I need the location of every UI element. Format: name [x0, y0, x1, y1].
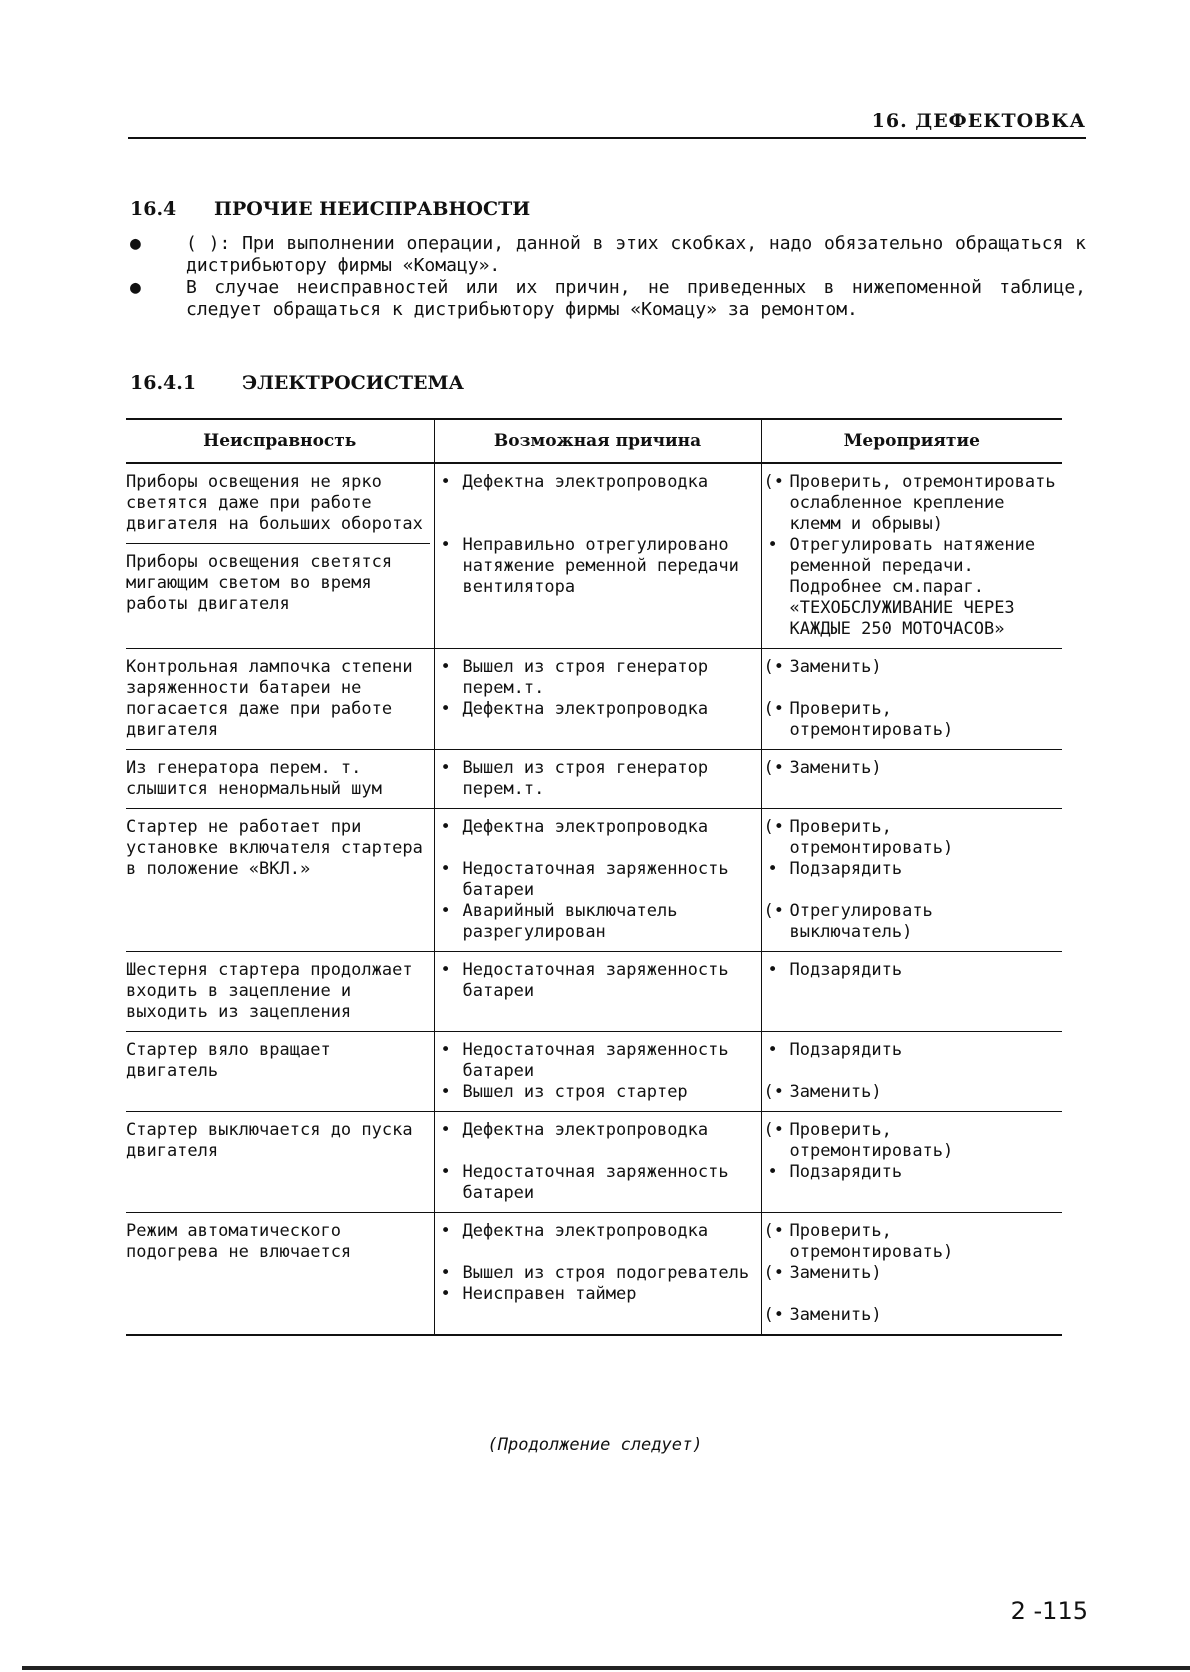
continued-note: (Продолжение следует)	[487, 1435, 703, 1455]
cause-item	[441, 1221, 757, 1242]
cause-text: Дефектна электропроводка	[462, 699, 709, 719]
action-cell	[761, 1112, 1062, 1213]
note-item	[130, 233, 1086, 277]
action-text: Заменить)	[789, 657, 882, 677]
action-cell	[761, 952, 1062, 1032]
cause-text: Дефектна электропроводка	[462, 472, 709, 492]
cause-text: Недостаточная заряженность батареи	[462, 1162, 729, 1203]
subsection-number: 16.4.1	[130, 372, 197, 394]
action-text: Подзарядить	[789, 1040, 903, 1060]
fault-cell	[126, 1213, 434, 1336]
cause-cell	[434, 750, 761, 809]
action-item	[768, 1162, 1059, 1183]
action-cell	[761, 750, 1062, 809]
bullet-icon: •	[440, 472, 451, 492]
bullet-icon: •	[440, 1221, 451, 1241]
bullet-icon: •	[440, 817, 451, 837]
fault-text: Приборы освещения светятся мигающим светом во время работы двигателя	[126, 543, 430, 615]
action-item	[768, 1040, 1059, 1061]
action-text: Заменить)	[789, 1082, 882, 1102]
fault-cell	[126, 809, 434, 952]
fault-cell	[126, 463, 434, 649]
bullet-icon: •	[767, 1162, 778, 1182]
bullet-icon: •	[767, 1040, 778, 1060]
action-text: Проверить, отремонтировать)	[789, 1221, 954, 1262]
cause-text: Аварийный выключатель разрегулирован	[462, 901, 678, 942]
cause-text: Недостаточная заряженность батареи	[462, 960, 729, 1001]
cause-cell	[434, 1112, 761, 1213]
bullet-icon: ●	[130, 233, 141, 254]
cause-text: Вышел из строя стартер	[462, 1082, 688, 1102]
table-row	[126, 809, 1062, 952]
bullet-icon: (•	[763, 1221, 784, 1241]
fault-text: Стартер вяло вращает двигатель	[126, 1040, 331, 1081]
fault-cell	[126, 952, 434, 1032]
fault-text: Приборы освещения не ярко светятся даже при работе двигателя на больших оборотах	[126, 472, 423, 534]
cause-item	[441, 1263, 757, 1284]
action-item	[763, 758, 1059, 779]
section-title	[130, 198, 530, 220]
cause-item	[441, 1162, 757, 1204]
bullet-icon: •	[440, 657, 451, 677]
note-text: ( ): При выполнении операции, данной в этих скобках, надо обязательно обращаться к дистрибьютору фирмы «Комацу».	[186, 233, 1086, 276]
cause-item	[441, 472, 757, 493]
action-text: Отрегулировать натяжение ременной передачи. Подробнее см.параг. «ТЕХОБСЛУЖИВАНИЕ ЧЕРЕЗ КАЖДЫЕ 250 МОТОЧАСОВ»	[789, 535, 1036, 639]
action-item	[768, 535, 1059, 640]
cause-item	[441, 1082, 757, 1103]
bullet-icon: •	[440, 1082, 451, 1102]
action-text: Подзарядить	[789, 859, 903, 879]
cause-text: Вышел из строя подогреватель	[462, 1263, 750, 1283]
bullet-icon: •	[440, 758, 451, 778]
action-text: Подзарядить	[789, 1162, 903, 1182]
bullet-icon: •	[767, 960, 778, 980]
action-item	[763, 1221, 1059, 1263]
column-header-fault: Неисправность	[126, 419, 434, 463]
action-text: Проверить, отремонтировать ослабленное крепление клемм и обрывы)	[789, 472, 1056, 534]
action-cell	[761, 649, 1062, 750]
subsection-title	[130, 372, 464, 394]
table-row	[126, 463, 1062, 649]
fault-cell	[126, 649, 434, 750]
action-cell	[761, 809, 1062, 952]
action-item	[763, 1305, 1059, 1326]
bullet-icon: •	[440, 859, 451, 879]
table-row	[126, 1213, 1062, 1336]
action-item	[763, 1263, 1059, 1284]
action-text: Заменить)	[789, 1305, 882, 1325]
bullet-icon: •	[440, 1162, 451, 1182]
bullet-icon: •	[440, 1263, 451, 1283]
bullet-icon: •	[440, 1040, 451, 1060]
subsection-title-text: ЭЛЕКТРОСИСТЕМА	[242, 372, 464, 394]
cause-text: Неисправен таймер	[462, 1284, 637, 1304]
fault-cell	[126, 1112, 434, 1213]
cause-text: Дефектна электропроводка	[462, 1221, 709, 1241]
action-item	[763, 817, 1059, 859]
note-item	[130, 277, 1086, 321]
cause-item	[441, 859, 757, 901]
action-item	[763, 699, 1059, 741]
bullet-icon: •	[440, 1120, 451, 1140]
action-item	[763, 1120, 1059, 1162]
table-row	[126, 1032, 1062, 1112]
action-item	[768, 859, 1059, 880]
action-cell	[761, 1032, 1062, 1112]
action-text: Проверить, отремонтировать)	[789, 817, 954, 858]
bullet-icon: (•	[763, 758, 784, 778]
cause-item	[441, 657, 757, 699]
bullet-icon: (•	[763, 657, 784, 677]
cause-text: Недостаточная заряженность батареи	[462, 859, 729, 900]
bullet-icon: (•	[763, 1305, 784, 1325]
action-text: Отрегулировать выключатель)	[789, 901, 933, 942]
column-header-cause: Возможная причина	[434, 419, 761, 463]
defects-table	[126, 418, 1062, 1336]
cause-item	[441, 1120, 757, 1141]
action-item	[763, 901, 1059, 943]
fault-text: Стартер не работает при установке включателя стартера в положение «ВКЛ.»	[126, 817, 423, 879]
cause-cell	[434, 1213, 761, 1336]
cause-text: Дефектна электропроводка	[462, 1120, 709, 1140]
section-title-text: ПРОЧИЕ НЕИСПРАВНОСТИ	[214, 198, 531, 220]
action-text: Проверить, отремонтировать)	[789, 1120, 954, 1161]
action-cell	[761, 463, 1062, 649]
bullet-icon: •	[440, 699, 451, 719]
cause-text: Вышел из строя генератор перем.т.	[462, 657, 709, 698]
fault-text: Режим автоматического подогрева не влючается	[126, 1221, 352, 1262]
bullet-icon: •	[440, 535, 451, 555]
cause-item	[441, 758, 757, 800]
page-number: 2 -115	[1010, 1597, 1088, 1625]
bullet-icon: (•	[763, 699, 784, 719]
action-text: Проверить, отремонтировать)	[789, 699, 954, 740]
cause-item	[441, 817, 757, 838]
notes-list	[130, 233, 1086, 321]
bottom-rule	[22, 1666, 1190, 1670]
fault-cell	[126, 750, 434, 809]
fault-cell	[126, 1032, 434, 1112]
bullet-icon: (•	[763, 817, 784, 837]
cause-cell	[434, 463, 761, 649]
cause-item	[441, 1040, 757, 1082]
column-header-action: Мероприятие	[761, 419, 1062, 463]
cause-cell	[434, 1032, 761, 1112]
bullet-icon: •	[767, 859, 778, 879]
cause-item	[441, 535, 757, 598]
bullet-icon: (•	[763, 472, 784, 492]
bullet-icon: •	[440, 901, 451, 921]
fault-text: Шестерня стартера продолжает входить в зацепление и выходить из зацепления	[126, 960, 413, 1022]
bullet-icon: (•	[763, 1263, 784, 1283]
fault-text: Контрольная лампочка степени заряженности батареи не погасается даже при работе двигателя	[126, 657, 413, 740]
action-cell	[761, 1213, 1062, 1336]
note-text: В случае неисправностей или их причин, не приведенных в нижепоменной таблице, следует обращаться к дистрибьютору фирмы «Комацу» за ремонтом.	[186, 277, 1086, 320]
action-text: Подзарядить	[789, 960, 903, 980]
bullet-icon: (•	[763, 901, 784, 921]
cause-item	[441, 699, 757, 720]
cause-text: Недостаточная заряженность батареи	[462, 1040, 729, 1081]
fault-text: Из генератора перем. т. слышится ненормальный шум	[126, 758, 382, 799]
action-text: Заменить)	[789, 1263, 882, 1283]
action-item	[763, 657, 1059, 678]
bullet-icon: ●	[130, 277, 141, 298]
action-item	[768, 960, 1059, 981]
table-row	[126, 952, 1062, 1032]
section-number: 16.4	[130, 198, 177, 220]
cause-text: Дефектна электропроводка	[462, 817, 709, 837]
cause-text: Неправильно отрегулировано натяжение ременной передачи вентилятора	[462, 535, 739, 597]
cause-cell	[434, 649, 761, 750]
bullet-icon: •	[440, 1284, 451, 1304]
bullet-icon: •	[767, 535, 778, 555]
table-row	[126, 649, 1062, 750]
table-row	[126, 1112, 1062, 1213]
cause-item	[441, 1284, 757, 1305]
header-rule	[128, 137, 1086, 139]
action-item	[763, 472, 1059, 535]
table-row	[126, 750, 1062, 809]
cause-cell	[434, 952, 761, 1032]
page-header: 16. ДЕФЕКТОВКА	[871, 110, 1086, 132]
action-item	[763, 1082, 1059, 1103]
table-header-row	[126, 419, 1062, 463]
cause-cell	[434, 809, 761, 952]
fault-text: Стартер выключается до пуска двигателя	[126, 1120, 413, 1161]
action-text: Заменить)	[789, 758, 882, 778]
cause-item	[441, 901, 757, 943]
cause-item	[441, 960, 757, 1002]
bullet-icon: (•	[763, 1082, 784, 1102]
cause-text: Вышел из строя генератор перем.т.	[462, 758, 709, 799]
bullet-icon: (•	[763, 1120, 784, 1140]
bullet-icon: •	[440, 960, 451, 980]
